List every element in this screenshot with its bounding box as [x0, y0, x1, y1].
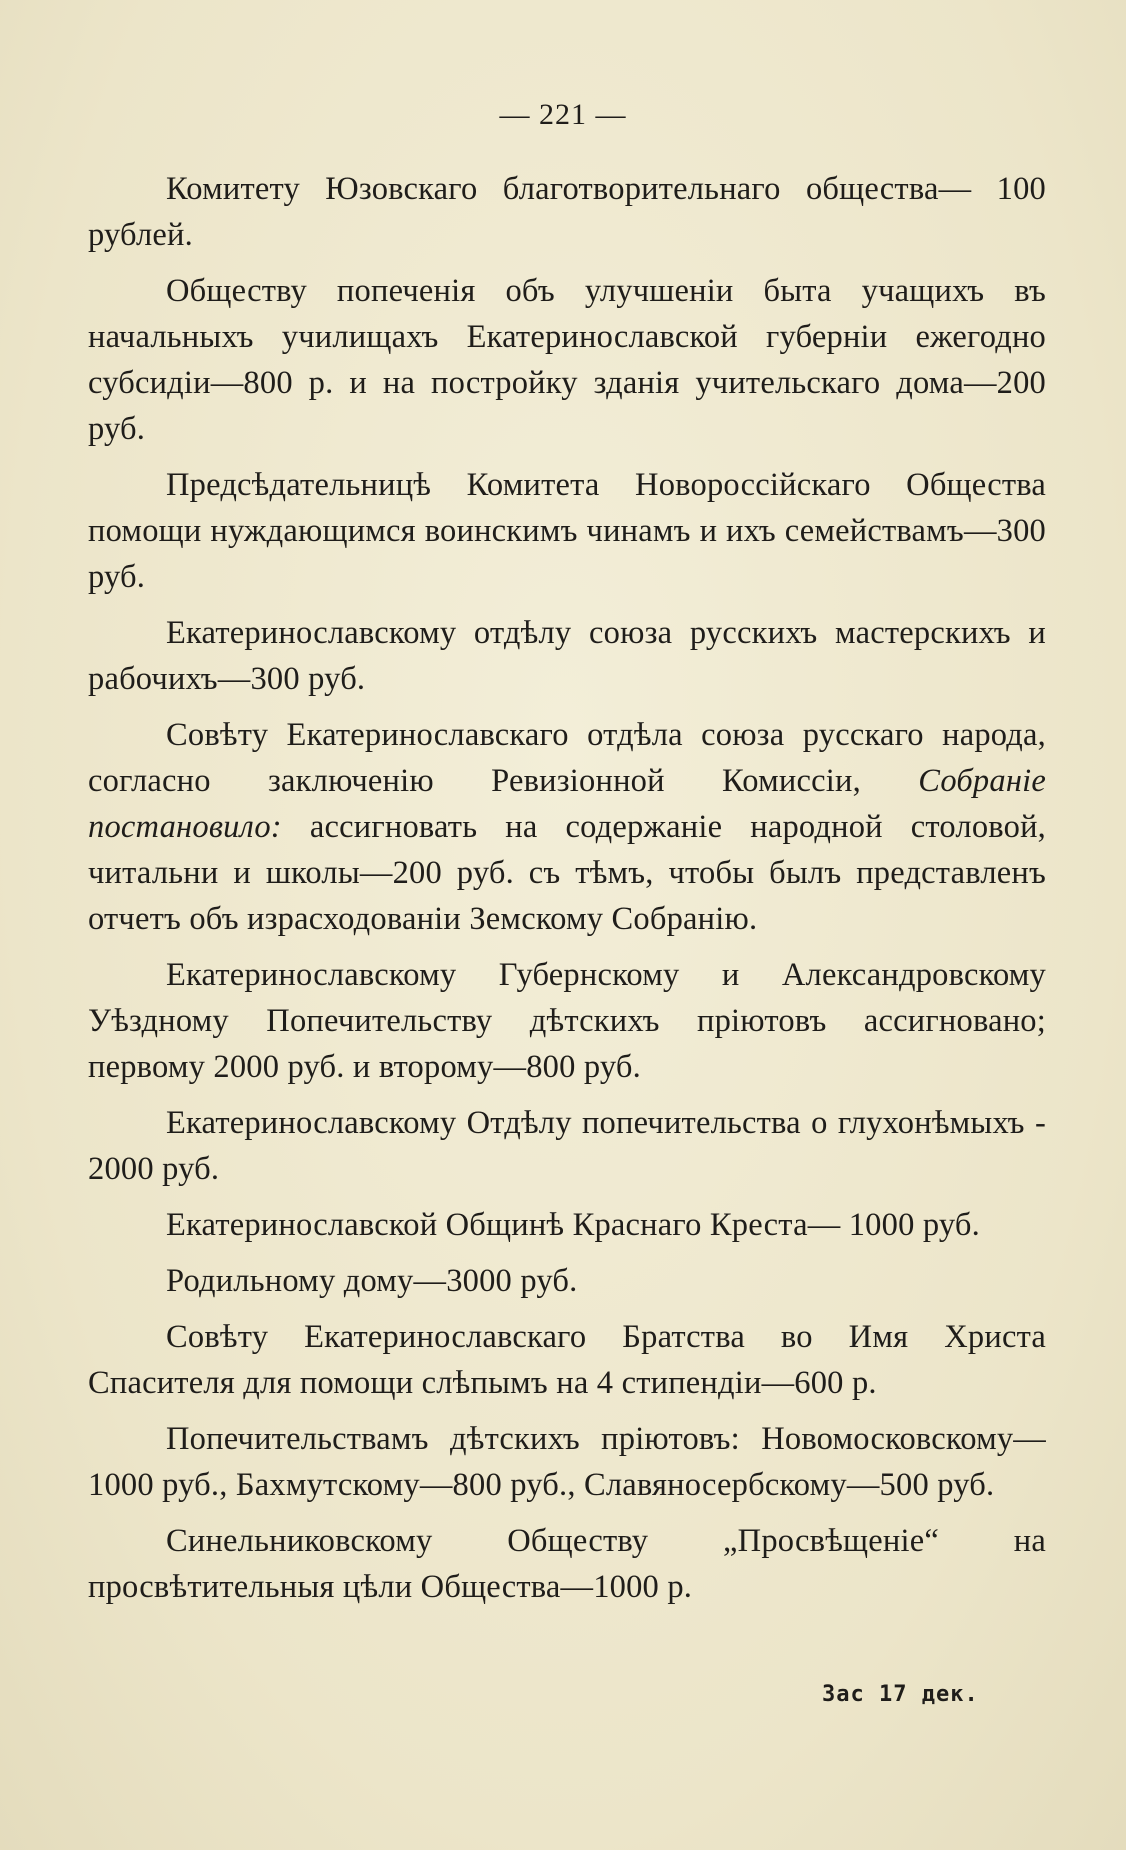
paragraph-deaf-mute: Екатеринославскому Отдѣлу попечительства о глухонѣмыхъ - 2000 руб.: [88, 1105, 1046, 1187]
paragraph-text-end: ассигновать на содержаніе народной столовой, читальни и школы—200 руб. съ тѣмъ, чтобы былъ представленъ отчетъ объ израсходованіи Земскому Собранію.: [88, 809, 1046, 937]
paragraph-orphanages-districts: Попечительствамъ дѣтскихъ пріютовъ: Новомосковскому—1000 руб., Бахмутскому—800 руб., Славяносербскому—500 руб.: [88, 1421, 1046, 1503]
paragraph-orphanage-guardianship: Екатеринославскому Губернскому и Александровскому Уѣздному Попечительству дѣтскихъ пріютовъ ассигновано; первому 2000 руб. и второму—800 руб.: [88, 957, 1046, 1085]
paragraph-red-cross: Екатеринославской Общинѣ Краснаго Креста— 1000 руб.: [166, 1207, 980, 1243]
paragraph-brotherhood-blind: Совѣту Екатеринославскаго Братства во Имя Христа Спасителя для помощи слѣпымъ на 4 стипендіи—600 р.: [88, 1319, 1046, 1401]
paragraph-yuzovka-committee: Комитету Юзовскаго благотворительнаго общества— 100 рублей.: [88, 171, 1046, 253]
paragraph-teachers-society: Обществу попеченія объ улучшеніи быта учащихъ въ начальныхъ училищахъ Екатеринославской губерніи ежегодно субсидіи—800 р. и на постройку зданія учительскаго дома—200 руб.: [88, 273, 1046, 447]
italic-resolution: Собраніе постановило:: [88, 763, 1046, 845]
body-text: [88, 166, 1046, 1620]
session-date-note: Зас 17 дек.: [822, 1682, 979, 1707]
paragraph-craftsmen-union: Екатеринославскому отдѣлу союза русскихъ мастерскихъ и рабочихъ—300 руб.: [88, 615, 1046, 697]
paragraph-russian-people-union: [88, 712, 1046, 942]
page-number: — 221 —: [499, 98, 627, 131]
paragraph-novorossiysk-committee: Предсѣдательницѣ Комитета Новороссійскаго Общества помощи нуждающимся воинскимъ чинамъ и ихъ семействамъ—300 руб.: [88, 467, 1046, 595]
paragraph-maternity-home: Родильному дому—3000 руб.: [166, 1263, 578, 1299]
paragraph-text-start: Совѣту Екатеринославскаго отдѣла союза русскаго народа, согласно заключенію Ревизіонной Комиссіи,: [88, 717, 1046, 799]
paragraph-prosveshchenie: Синельниковскому Обществу „Просвѣщеніе“ на просвѣтительныя цѣли Общества—1000 р.: [88, 1523, 1046, 1605]
